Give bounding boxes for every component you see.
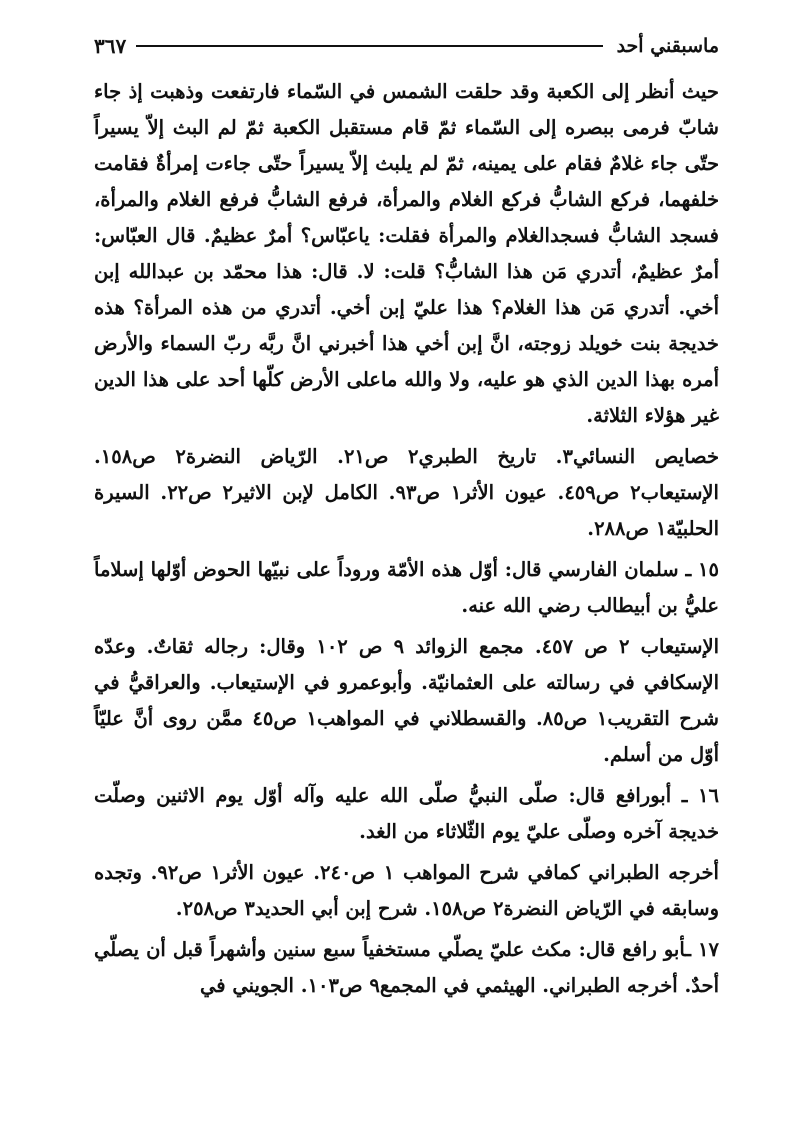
page-number: ٣٦٧ [94,34,127,58]
paragraph-references: خصايص النسائي٣. تاريخ الطبري٢ ص٢١. الرّياض النضرة٢ ص١٥٨. الإستيعاب٢ ص٤٥٩. عيون الأثر١ ص٩٣. الكامل لإبن الاثير٢ ص٢٢. السيرة الحلبيّة١ ص٢٨٨. [94,445,720,540]
paragraph-references: أخرجه الطبراني كمافي شرح المواهب ١ ص٢٤٠. عيون الأثر١ ص٩٢. وتجده وسابقه في الرّياض النضرة٢ ص١٥٨. شرح إبن أبي الحديد٣ ص٢٥٨. [94,861,719,920]
paragraph-narration: حيث أنظر إلى الكعبة وقد حلقت الشمس في السّماء فارتفعت وذهبت إذ جاء شابّ فرمى ببصره إلى السّماء ثمّ قام مستقبل الكعبة ثمّ لم البث إلاّ يسيراً حتّى جاء غلامٌ فقام على يمينه، ثمّ لم يلبث إلاّ يسيراً حتّى جاءت إمرأةٌ فقامت خلفهما، فركع الشابُّ فركع الغلام والمرأة، فرفع الشابُّ فرفع الغلام والمرأة، فسجد الشابُّ فسجدالغلام والمرأة فقلت: ياعبّاس؟ أمرٌ عظيمٌ. قال العبّاس: أمرٌ عظيمٌ، أتدري مَن هذا الشابُّ؟ قلت: لا. قال: هذا محمّد بن عبدالله إبن أخي. أتدري مَن هذا الغلام؟ هذا عليّ إبن أخي. أتدري من هذه المرأة؟ هذه خديجة بنت خويلد زوجته، انَّ إبن أخي هذا أخبرني انَّ ربَّه ربّ السماء والأرض أمره بهذا الدين الذي هو عليه، ولا والله ماعلى الأرض كلّها أحد على هذا الدين غير هؤلاء الثلاثة. [94,80,719,427]
paragraph-hadith-16: ١٦ ـ أبورافع قال: صلّى النبيُّ صلّى الله عليه وآله أوّل يوم الاثنين وصلّت خديجة آخره وصلّى عليّ يوم الثّلاثاء من الغد. [94,784,719,843]
book-page [94,30,719,1130]
body-text [94,74,719,1004]
paragraph-hadith-15: ١٥ ـ سلمان الفارسي قال: أوّل هذه الأمّة وروداً على نبيّها الحوض أوّلها إسلاماً عليُّ بن أبيطالب رضي الله عنه. [94,558,719,617]
page-header [94,30,719,62]
header-rule [136,45,602,47]
paragraph-references: الإستيعاب ٢ ص ٤٥٧. مجمع الزوائد ٩ ص ١٠٢ وقال: رجاله ثقاتٌ. وعدّه الإسكافي في رسالته على العثمانيّة. وأبوعمرو في الإستيعاب. والعراقيُّ في شرح التقريب١ ص٨٥. والقسطلاني في المواهب١ ص٤٥ ممَّن روى أنَّ عليّاً أوّل من أسلم. [94,635,719,766]
running-title: ماسبقني أحد [616,35,719,57]
paragraph-hadith-17: ١٧ ـأبو رافع قال: مكث عليّ يصلّي مستخفياً سبع سنين وأشهراً قبل أن يصلّي أحدٌ. أخرجه الطبراني. الهيثمي في المجمع٩ ص١٠٣. الجويني في [94,938,719,997]
